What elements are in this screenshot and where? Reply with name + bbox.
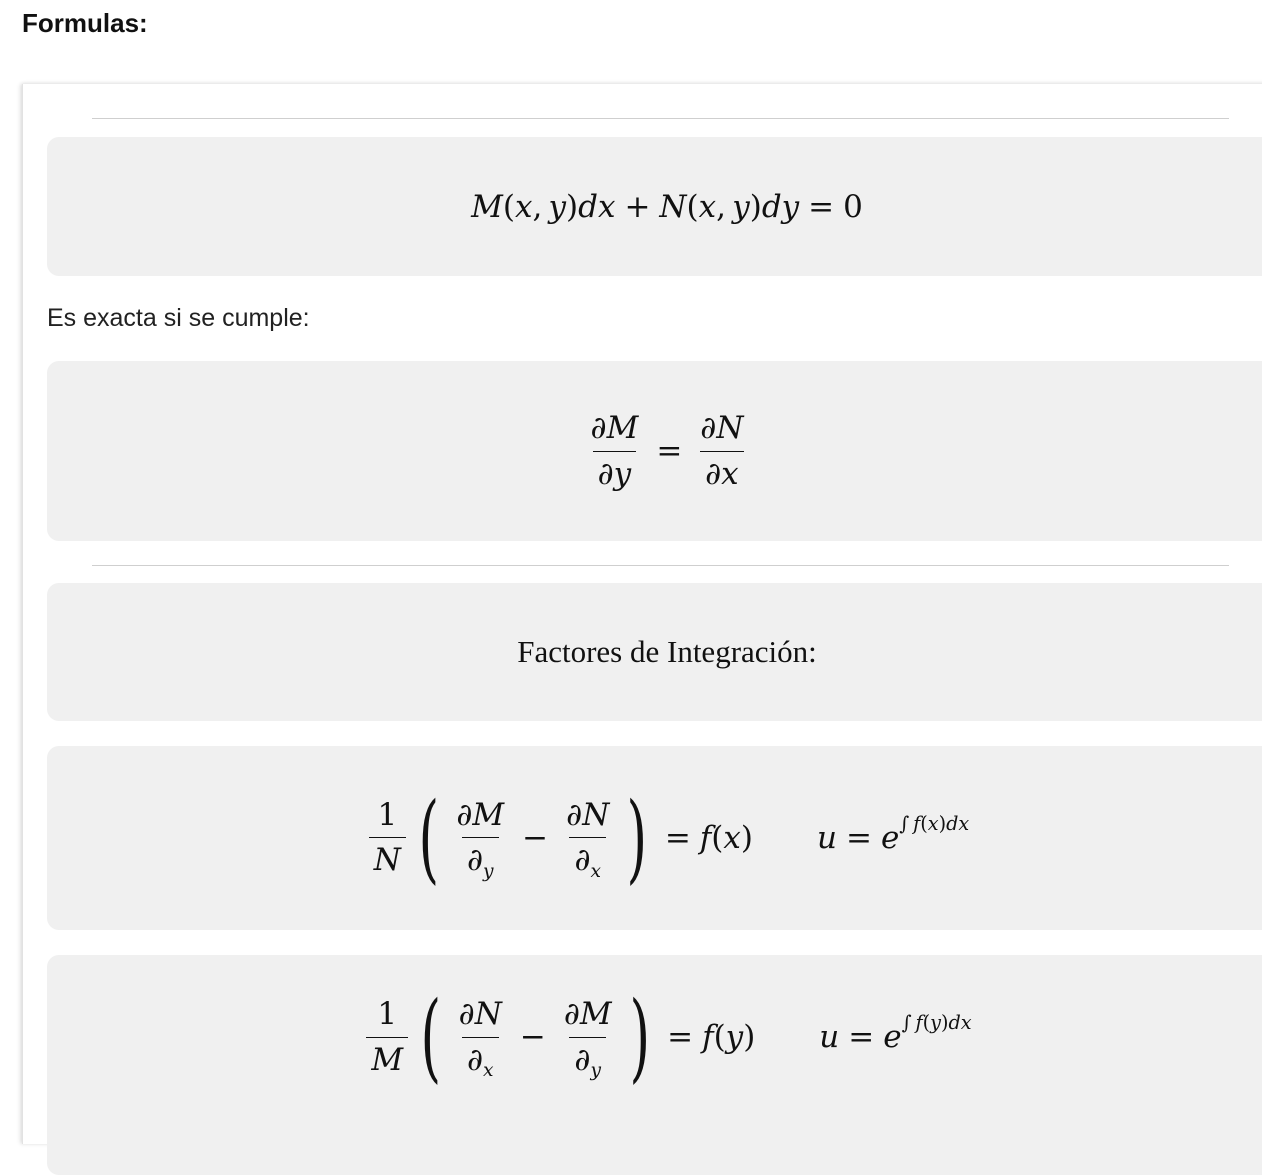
exactness-label: Es exacta si se cumple: bbox=[47, 304, 310, 332]
divider bbox=[92, 565, 1229, 566]
formula-box-exactness bbox=[47, 361, 1262, 541]
formula-box-integration-title bbox=[47, 583, 1262, 721]
integration-factors-title: Factores de Integración: bbox=[517, 634, 817, 669]
formula-factor-y-u: u = e ∫ f(y)dx bbox=[819, 1011, 972, 1056]
formula-factor-x-u: u = e ∫ f(x)dx bbox=[816, 812, 970, 856]
formula-factor-y: $\frac{1}{M}$ ( $\frac{\partial N}{\partial_x}$ − $\frac{\partial M}{\partial_y}$ ) = f ( y ) bbox=[362, 994, 755, 1080]
formula-exactness-condition: $\frac{\partial M}{\partial y}$ = $\frac{\partial N}{\partial x}$ bbox=[590, 409, 744, 492]
formula-box-factor-y bbox=[47, 955, 1262, 1175]
formula-box-factor-x bbox=[47, 746, 1262, 930]
formulas-card bbox=[22, 84, 1262, 1144]
page-title: Formulas: bbox=[22, 8, 148, 38]
formula-factor-x: $\frac{1}{N}$ ( $\frac{\partial M}{\partial_y}$ − $\frac{\partial N}{\partial_x}$ ) = f ( x ) bbox=[365, 795, 753, 881]
formula-box-general-form bbox=[47, 137, 1262, 276]
divider bbox=[92, 118, 1229, 119]
formula-general-form: M ( x , y ) dx + N ( x , y ) dy = 0 bbox=[471, 188, 863, 225]
